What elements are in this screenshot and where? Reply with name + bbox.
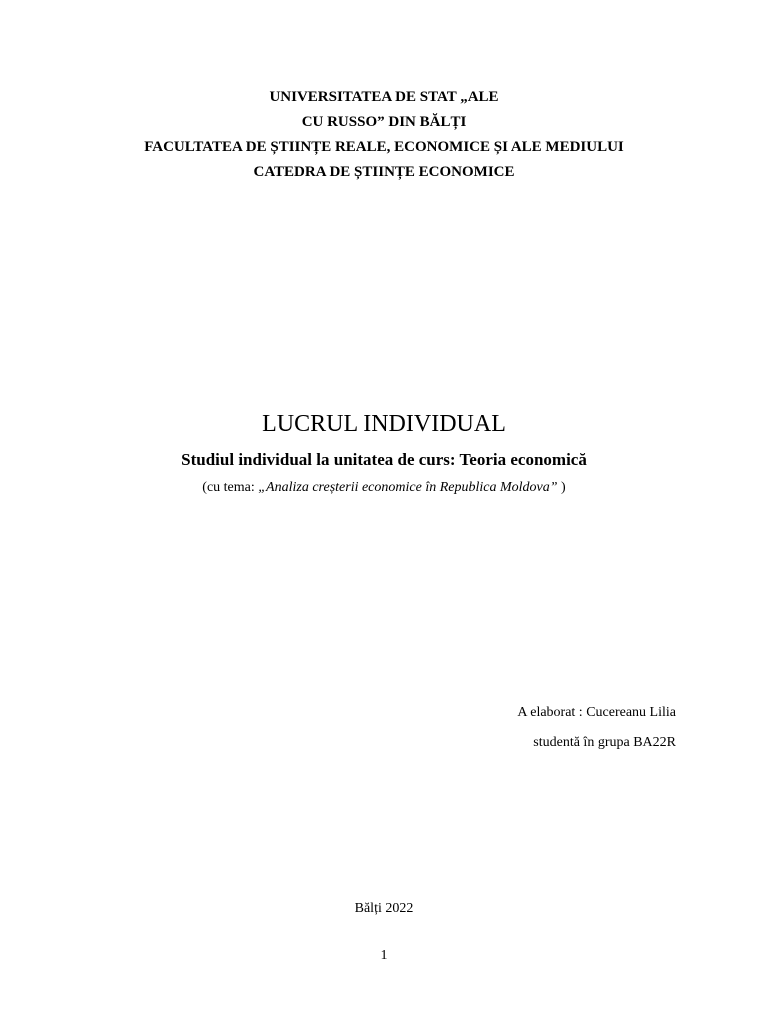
department-name: CATEDRA DE ȘTIINȚE ECONOMICE xyxy=(253,164,515,180)
document-topic xyxy=(0,479,768,496)
page-number: 1 xyxy=(380,948,388,963)
document-subtitle: Studiul individual la unitatea de curs: Teoria economică xyxy=(181,450,587,469)
faculty-name: FACULTATEA DE ȘTIINȚE REALE, ECONOMICE ȘI ALE MEDIULUI xyxy=(144,139,624,155)
topic-suffix: ) xyxy=(557,480,566,495)
university-name-line1: UNIVERSITATEA DE STAT „ALE xyxy=(269,89,499,105)
place-year: Bălți 2022 xyxy=(354,901,414,916)
topic-prefix: (cu tema: xyxy=(202,480,259,495)
document-title: LUCRUL INDIVIDUAL xyxy=(262,411,506,437)
author-group: studentă în grupa BA22R xyxy=(533,735,676,750)
author-name: A elaborat : Cucereanu Lilia xyxy=(517,705,676,720)
university-name-line2: CU RUSSO” DIN BĂLȚI xyxy=(301,114,467,130)
topic-name: „Analiza creșterii economice în Republica Moldova” xyxy=(258,480,558,495)
